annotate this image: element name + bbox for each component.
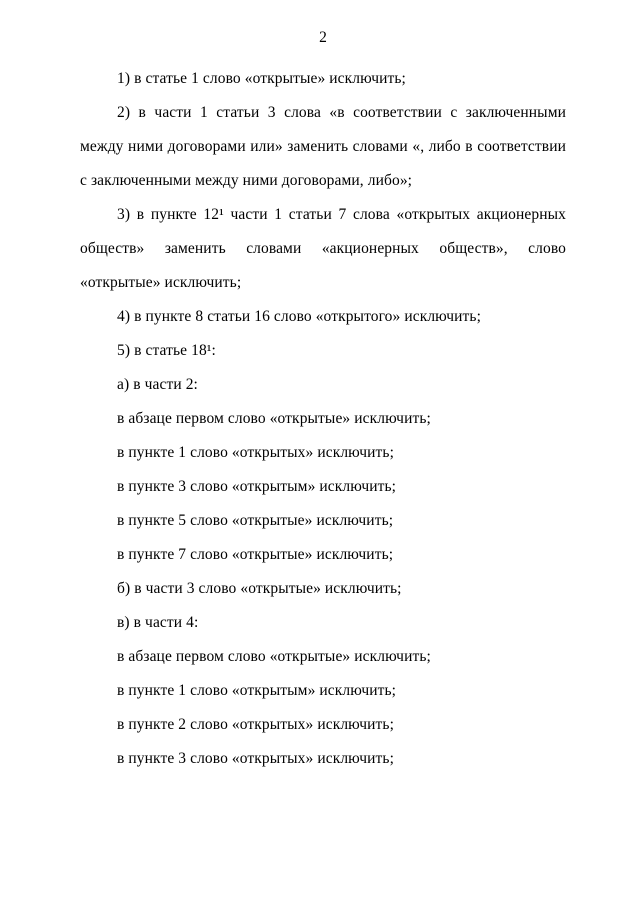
paragraph: в пункте 5 слово «открытые» исключить;: [117, 512, 394, 529]
paragraph: в) в части 4:: [117, 614, 199, 631]
paragraph: б) в части 3 слово «открытые» исключить;: [117, 580, 402, 597]
paragraph: 3) в пункте 12¹ части 1 статьи 7 слова «открытых акционерных обществ» заменить словами «акционерных обществ», слово «открытые» исключить;: [80, 206, 566, 291]
paragraph: в пункте 7 слово «открытые» исключить;: [117, 546, 394, 563]
paragraph: 2) в части 1 статьи 3 слова «в соответствии с заключенными между ними договорами или» заменить словами «, либо в соответствии с заключенными между ними договорами, либо»;: [80, 104, 566, 189]
paragraph: в пункте 3 слово «открытым» исключить;: [117, 478, 397, 495]
paragraph: 1) в статье 1 слово «открытые» исключить;: [117, 70, 406, 87]
paragraph: в пункте 1 слово «открытых» исключить;: [117, 444, 395, 461]
page-number: 2: [319, 29, 327, 46]
paragraph: а) в части 2:: [117, 376, 198, 393]
paragraph: в абзаце первом слово «открытые» исключить;: [117, 410, 431, 427]
paragraph: 5) в статье 18¹:: [117, 342, 216, 359]
paragraph: в пункте 3 слово «открытых» исключить;: [117, 750, 395, 767]
paragraph: 4) в пункте 8 статьи 16 слово «открытого» исключить;: [117, 308, 482, 325]
paragraph: в пункте 1 слово «открытым» исключить;: [117, 682, 397, 699]
paragraph: в пункте 2 слово «открытых» исключить;: [117, 716, 395, 733]
paragraph: в абзаце первом слово «открытые» исключить;: [117, 648, 431, 665]
document-body: [80, 62, 566, 776]
